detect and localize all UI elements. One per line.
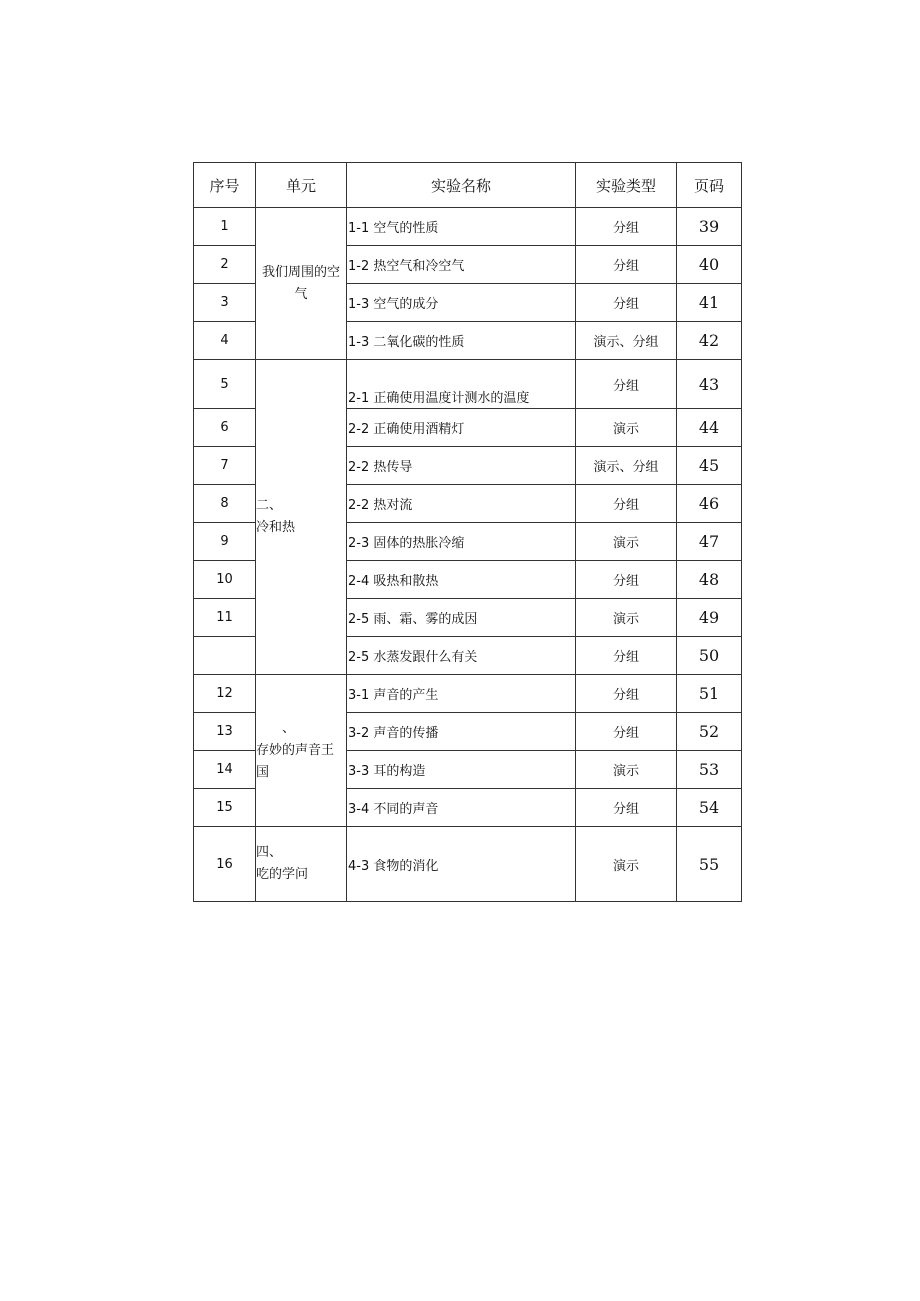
- header-type: 实验类型: [576, 163, 677, 208]
- row-type: 分组: [576, 246, 677, 284]
- unit-cell-3: [256, 675, 347, 827]
- row-name: 3-4 不同的声音: [347, 789, 576, 827]
- unit-label-4-line2: 吃的学问: [256, 867, 309, 882]
- unit-cell-4: [256, 827, 347, 902]
- row-seq: [194, 637, 256, 675]
- row-name: 1-3 空气的成分: [347, 284, 576, 322]
- row-type: 演示、分组: [576, 447, 677, 485]
- row-page: 48: [677, 561, 742, 599]
- row-page: 54: [677, 789, 742, 827]
- row-seq: 6: [194, 409, 256, 447]
- row-type: 演示: [576, 523, 677, 561]
- unit-label-1: 我们周围的空气: [261, 264, 340, 302]
- row-seq: 10: [194, 561, 256, 599]
- row-page: 50: [677, 637, 742, 675]
- row-seq: 8: [194, 485, 256, 523]
- row-type: 分组: [576, 637, 677, 675]
- header-seq: 序号: [194, 163, 256, 208]
- row-name: 2-5 雨、霜、雾的成因: [347, 599, 576, 637]
- row-page: 53: [677, 751, 742, 789]
- row-type: 分组: [576, 713, 677, 751]
- row-page: 52: [677, 713, 742, 751]
- unit-cell-2: [256, 360, 347, 675]
- row-name: 2-2 正确使用酒精灯: [347, 409, 576, 447]
- row-seq: 14: [194, 751, 256, 789]
- row-type: 演示、分组: [576, 322, 677, 360]
- row-name: 3-1 声音的产生: [347, 675, 576, 713]
- unit-label-2-line1: 二、: [256, 498, 283, 513]
- header-unit: 单元: [256, 163, 347, 208]
- row-seq: 16: [194, 827, 256, 902]
- row-name: 2-3 固体的热胀冷缩: [347, 523, 576, 561]
- row-page: 46: [677, 485, 742, 523]
- row-seq: 2: [194, 246, 256, 284]
- row-name: 3-2 声音的传播: [347, 713, 576, 751]
- unit-label-2-line2: 冷和热: [256, 520, 296, 535]
- unit-label-3-line1: 、: [282, 720, 296, 736]
- row-page: 41: [677, 284, 742, 322]
- row-page: 47: [677, 523, 742, 561]
- table-row: [194, 827, 742, 902]
- row-type: 分组: [576, 561, 677, 599]
- row-page: 51: [677, 675, 742, 713]
- header-name: 实验名称: [347, 163, 576, 208]
- row-seq: 12: [194, 675, 256, 713]
- row-name: 1-3 二氧化碳的性质: [347, 322, 576, 360]
- row-name: 2-2 热对流: [347, 485, 576, 523]
- row-name: 1-1 空气的性质: [347, 208, 576, 246]
- unit-label-3-line2: 存妙的声音王国: [256, 742, 335, 780]
- row-seq: 13: [194, 713, 256, 751]
- row-type: 演示: [576, 409, 677, 447]
- row-type: 演示: [576, 599, 677, 637]
- row-type: 分组: [576, 789, 677, 827]
- row-type: 演示: [576, 827, 677, 902]
- row-type: 分组: [576, 360, 677, 409]
- unit-label-4-line1: 四、: [256, 845, 283, 860]
- row-page: 40: [677, 246, 742, 284]
- table-row: [194, 360, 742, 409]
- table-row: [194, 208, 742, 246]
- row-type: 演示: [576, 751, 677, 789]
- experiment-table: [193, 162, 742, 902]
- row-name: 2-1 正确使用温度计测水的温度: [347, 360, 576, 409]
- row-seq: 1: [194, 208, 256, 246]
- row-seq: 7: [194, 447, 256, 485]
- row-seq: 9: [194, 523, 256, 561]
- table-row: [194, 675, 742, 713]
- row-type: 分组: [576, 675, 677, 713]
- row-name: 3-3 耳的构造: [347, 751, 576, 789]
- row-type: 分组: [576, 485, 677, 523]
- row-seq: 4: [194, 322, 256, 360]
- row-page: 49: [677, 599, 742, 637]
- row-name: 4-3 食物的消化: [347, 827, 576, 902]
- row-seq: 11: [194, 599, 256, 637]
- table-header-row: [194, 163, 742, 208]
- row-page: 42: [677, 322, 742, 360]
- row-seq: 3: [194, 284, 256, 322]
- row-name: 2-4 吸热和散热: [347, 561, 576, 599]
- row-type: 分组: [576, 208, 677, 246]
- row-name: 1-2 热空气和冷空气: [347, 246, 576, 284]
- row-page: 45: [677, 447, 742, 485]
- row-page: 55: [677, 827, 742, 902]
- row-type: 分组: [576, 284, 677, 322]
- row-page: 43: [677, 360, 742, 409]
- unit-cell-1: [256, 208, 347, 360]
- header-page: 页码: [677, 163, 742, 208]
- row-name: 2-2 热传导: [347, 447, 576, 485]
- row-seq: 15: [194, 789, 256, 827]
- row-name: 2-5 水蒸发跟什么有关: [347, 637, 576, 675]
- row-page: 44: [677, 409, 742, 447]
- row-page: 39: [677, 208, 742, 246]
- row-seq: 5: [194, 360, 256, 409]
